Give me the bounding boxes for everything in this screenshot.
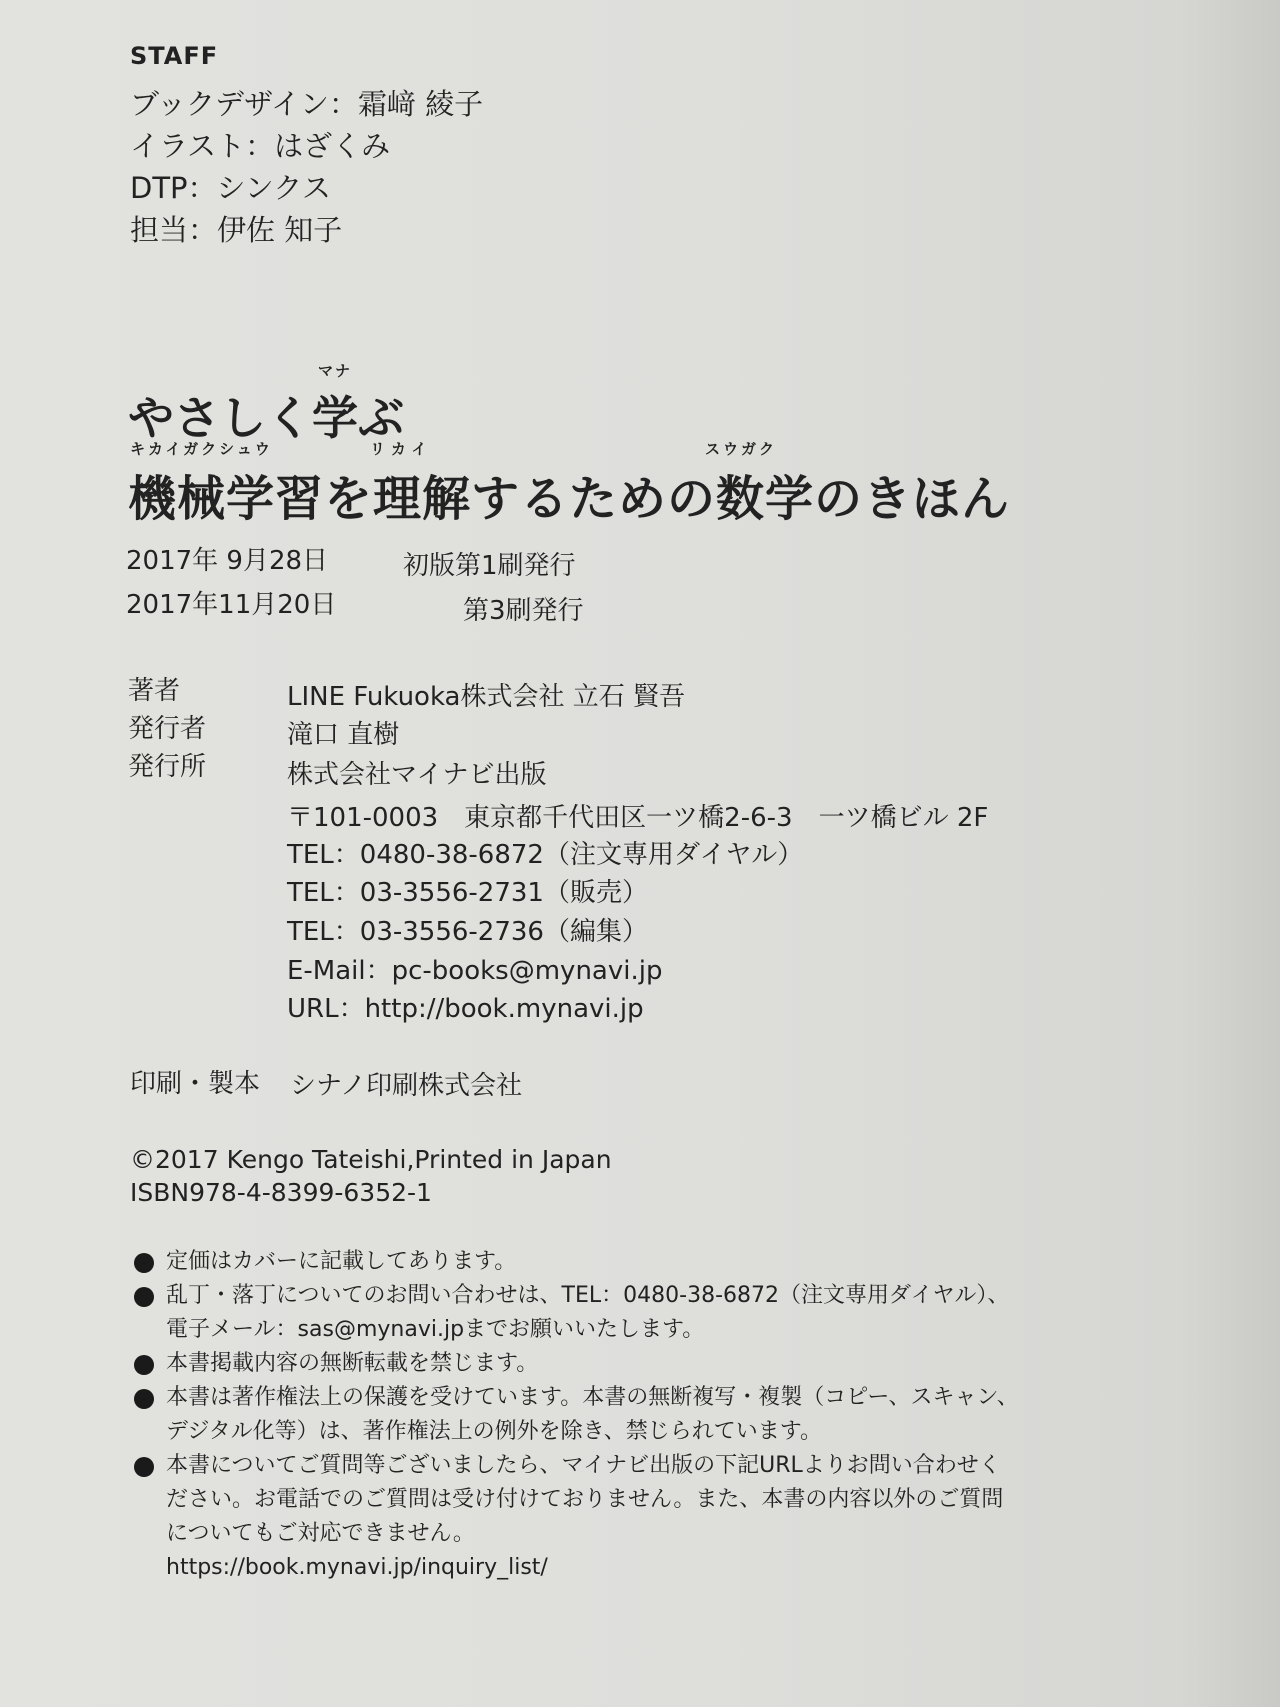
office-value: 株式会社マイナビ出版 — [287, 760, 547, 790]
staff-editor: 担当：伊佐 知子 — [130, 213, 343, 247]
title-ruby-rikai: リカイ — [370, 440, 433, 458]
contact-tel-order: TEL：0480-38-6872（注文専用ダイヤル） — [287, 840, 804, 870]
edition-3-date: 2017年11月20日 — [126, 590, 337, 620]
bullet-icon — [134, 1457, 154, 1477]
note-line: ださい。お電話でのご質問は受け付けておりません。また、本書の内容以外のご質問 — [166, 1487, 1004, 1512]
note-line: 本書掲載内容の無断転載を禁じます。 — [166, 1351, 539, 1376]
printing-value: シナノ印刷株式会社 — [290, 1071, 523, 1101]
book-title: 機械学習を理解するための数学のきほん — [128, 471, 1011, 527]
note-line: についてもご対応できません。 — [166, 1521, 475, 1546]
staff-book-design: ブックデザイン：霜﨑 綾子 — [130, 87, 484, 121]
office-label: 発行所 — [128, 752, 207, 782]
note-line: 本書は著作権法上の保護を受けています。本書の無断複写・複製（コピー、スキャン、 — [166, 1385, 1019, 1410]
list-item — [130, 1279, 1019, 1347]
publisher-label: 発行者 — [128, 714, 207, 744]
note-line: 本書についてご質問等ございましたら、マイナビ出版の下記URLよりお問い合わせく — [166, 1453, 1001, 1478]
note-line: 電子メール：sas@mynavi.jpまでお願いいたします。 — [166, 1317, 705, 1342]
note-line: 乱丁・落丁についてのお問い合わせは、TEL：0480-38-6872（注文専用ダイヤル）、 — [166, 1283, 1010, 1308]
edition-1-print: 初版第1刷発行 — [403, 551, 576, 581]
edition-1-date: 2017年 9月28日 — [126, 546, 329, 576]
inquiry-url: https://book.mynavi.jp/inquiry_list/ — [166, 1555, 548, 1580]
list-item — [130, 1381, 1019, 1449]
office-address: 〒101-0003 東京都千代田区一ツ橋2-6-3 一ツ橋ビル 2F — [287, 803, 989, 833]
edition-3-print: 第3刷発行 — [463, 596, 584, 626]
list-item — [130, 1449, 1019, 1585]
bullet-icon — [134, 1389, 154, 1409]
staff-illustration: イラスト：はざくみ — [130, 129, 391, 163]
contact-tel-sales: TEL：03-3556-2731（販売） — [287, 878, 648, 908]
bullet-icon — [134, 1355, 154, 1375]
author-label: 著者 — [128, 676, 181, 706]
title-ruby-kikaigakushuu: キカイガクシュウ — [130, 440, 273, 458]
notes-list — [130, 1245, 1019, 1585]
title-ruby-suugaku: スウガク — [705, 440, 778, 458]
list-item — [130, 1347, 1019, 1381]
author-value: LINE Fukuoka株式会社 立石 賢吾 — [287, 682, 686, 712]
isbn-line: ISBN978-4-8399-6352-1 — [130, 1178, 432, 1207]
staff-dtp: DTP：シンクス — [130, 171, 331, 205]
note-line: 定価はカバーに記載してあります。 — [166, 1249, 517, 1274]
bullet-icon — [134, 1287, 154, 1307]
subtitle-ruby: マナ — [318, 362, 353, 380]
note-line: デジタル化等）は、著作権法上の例外を除き、禁じられています。 — [166, 1419, 823, 1444]
staff-heading: STAFF — [130, 42, 219, 70]
contact-email: E-Mail：pc-books@mynavi.jp — [287, 956, 663, 986]
publisher-value: 滝口 直樹 — [287, 720, 400, 750]
printing-label: 印刷・製本 — [130, 1069, 261, 1099]
contact-url: URL：http://book.mynavi.jp — [287, 994, 644, 1024]
book-subtitle: やさしく学ぶ — [128, 391, 404, 445]
contact-tel-editorial: TEL：03-3556-2736（編集） — [287, 917, 648, 947]
list-item — [130, 1245, 1019, 1279]
bullet-icon — [134, 1253, 154, 1273]
copyright-line: ©2017 Kengo Tateishi,Printed in Japan — [130, 1145, 612, 1174]
